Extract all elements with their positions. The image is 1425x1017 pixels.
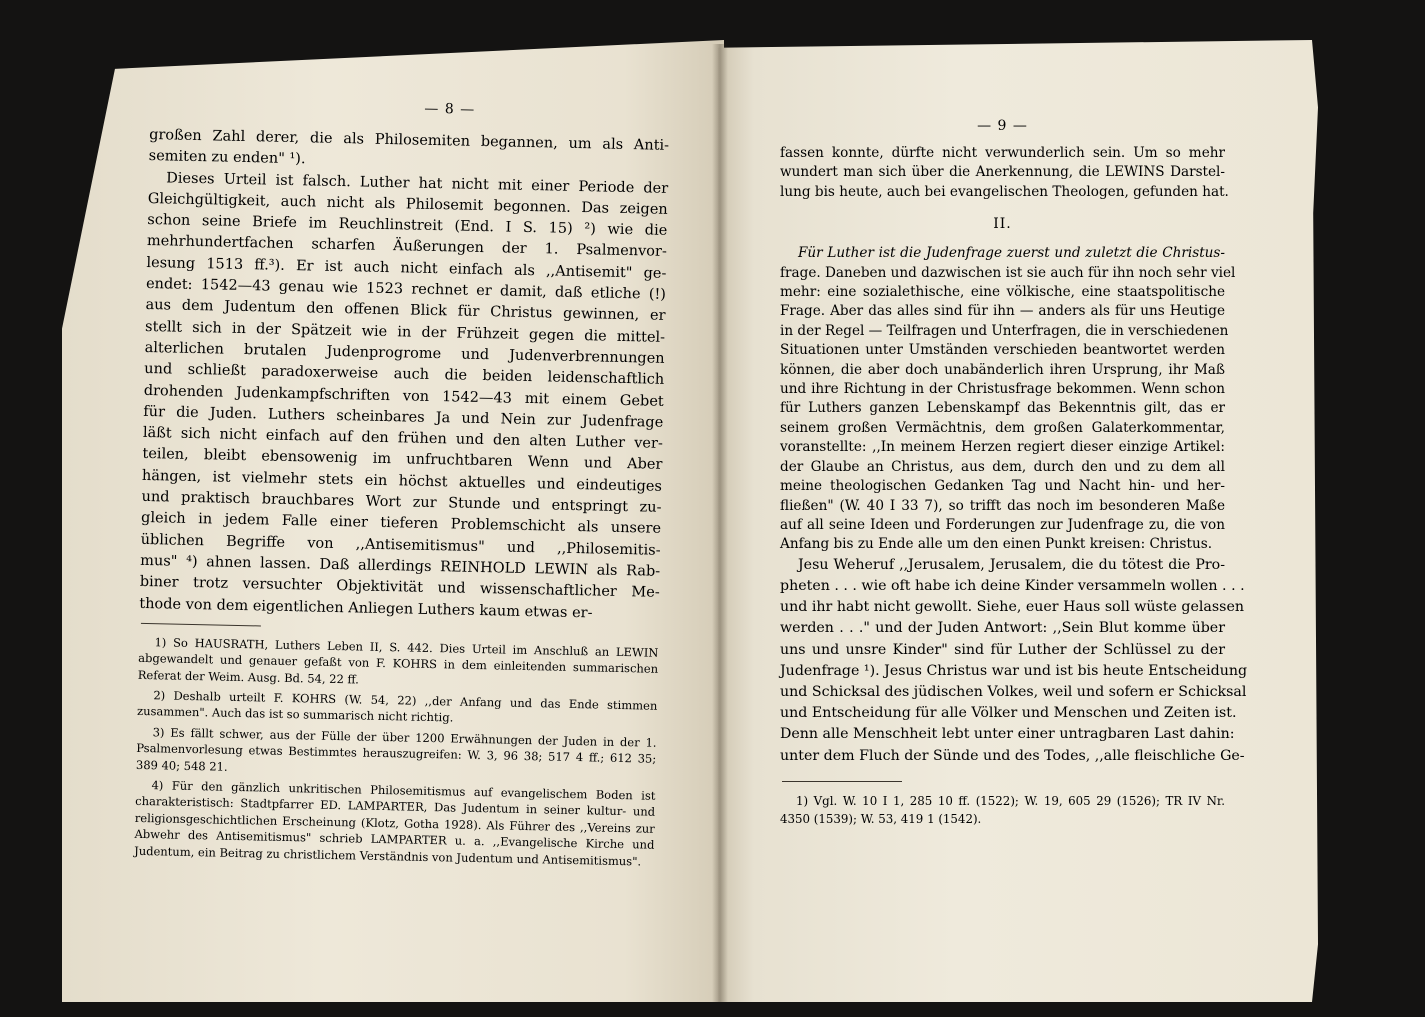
text-line: und Entscheidung für alle Völker und Menschen und Zeiten ist. bbox=[780, 705, 1237, 722]
text-line: mehrhundertfachen scharfen Äußerungen der 1. Psalmenvor- bbox=[146, 233, 667, 261]
text-line: und Schicksal des jüdischen Volkes, weil und sofern er Schicksal bbox=[780, 683, 1247, 700]
text-line: fassen konnte, dürfte nicht verwunderlich sein. Um so mehr bbox=[780, 145, 1225, 161]
right-footnotes bbox=[780, 792, 1225, 828]
text-line: Jesu Weheruf ,,Jerusalem, Jerusalem, die du tötest die Pro- bbox=[798, 556, 1225, 573]
text-line: mus" ⁴) ahnen lassen. Daß allerdings REINHOLD LEWIN als Rab- bbox=[140, 552, 661, 580]
footnote: 2) Deshalb urteilt F. KOHRS (W. 54, 22) ,,der Anfang und das Ende stimmen zusammen". Auch das ist so summarisch nicht richtig. bbox=[136, 688, 658, 725]
right-intro-text bbox=[780, 144, 1229, 202]
page-number-left: — 8 — bbox=[424, 100, 476, 118]
footnote: 1) So HAUSRATH, Luthers Leben II, S. 442. Dies Urteil im Anschluß an LEWIN abgewandelt und genauer gefaßt von F. KOHRS in dem einleitenden summarischen Referat der Weim. Ausg. Bd. 54, 22 ff. bbox=[137, 635, 659, 687]
text-line: lesung 1513 ff.³). Er ist auch nicht einfach als ,,Antisemit" ge- bbox=[146, 254, 667, 282]
text-line: fließen" (W. 40 I 33 7), so trifft das noch im besonderen Maße bbox=[780, 497, 1225, 514]
book-gutter bbox=[712, 44, 728, 1002]
text-line: hängen, ist vielmehr stets ein höchst aktuelles und eindeutiges bbox=[141, 467, 663, 495]
text-line: pheten . . . wie oft habe ich deine Kinder versammeln wollen . . . bbox=[780, 577, 1245, 594]
text-line: drohenden Judenkampfschriften von 1542—43 mit einem Gebet bbox=[143, 382, 664, 410]
footnote: 3) Es fällt schwer, aus der Fülle der über 1200 Erwähnungen der Juden in der 1. Psalmenvorlesung etwas Bestimmtes herauszugreifen: W. 3, 96 38; 517 4 ff.; 612 35; 389 40; 548 21. bbox=[135, 725, 657, 774]
text-line: frage. Daneben und dazwischen ist sie auch für ihn noch sehr viel bbox=[780, 264, 1236, 281]
text-line: stellt sich in der Spätzeit wie in der Frühzeit gegen die mittel- bbox=[144, 318, 666, 346]
text-line: seinem großen Vermächtnis, dem großen Galaterkommentar, bbox=[780, 419, 1225, 436]
text-line: Anfang bis zu Ende alle um den einen Punkt kreisen: Christus. bbox=[780, 536, 1213, 553]
text-line: schon seine Briefe im Reuchlinstreit (End. I S. 15) ²) wie die bbox=[147, 212, 668, 240]
text-line: aus dem Judentum den offenen Blick für Christus gewinnen, er bbox=[145, 297, 666, 325]
footnote-rule bbox=[141, 623, 261, 627]
text-line: und ihr habt nicht gewollt. Siehe, euer Haus soll wüste gelassen bbox=[780, 599, 1244, 616]
text-line: voranstellte: ,,In meinem Herzen regiert dieser einzige Artikel: bbox=[780, 439, 1225, 456]
left-page-content bbox=[134, 95, 670, 874]
text-line: semiten zu enden" ¹). bbox=[148, 148, 306, 168]
right-section-text bbox=[780, 244, 1236, 555]
text-line: Für Luther ist die Judenfrage zuerst und zuletzt die Christus- bbox=[798, 245, 1225, 262]
text-line: Judenfrage ¹). Jesus Christus war und ist bis heute Entscheidung bbox=[780, 662, 1248, 679]
text-line: unter dem Fluch der Sünde und des Todes, ,,alle fleischliche Ge- bbox=[780, 747, 1245, 764]
text-line: uns und unsre Kinder" sind für Luther der Schlüssel zu der bbox=[780, 641, 1225, 658]
text-line: für die Juden. Luthers scheinbares Ja und Nein zur Judenfrage bbox=[143, 403, 664, 431]
left-body-text bbox=[139, 125, 669, 626]
right-second-paragraph bbox=[780, 555, 1248, 767]
text-line: Gleichgültigkeit, auch nicht als Philosemit begonnen. Das zeigen bbox=[147, 190, 668, 218]
text-line: der Glaube an Christus, aus dem, durch den und zu dem all bbox=[780, 458, 1225, 475]
text-line: und ihre Richtung in der Christusfrage bekommen. Wenn schon bbox=[780, 381, 1225, 398]
text-line: mehr: eine sozialethische, eine völkische, eine staatspolitische bbox=[780, 284, 1225, 301]
text-line: thode von dem eigentlichen Anliegen Luthers kaum etwas er- bbox=[139, 595, 593, 621]
left-footnotes bbox=[134, 634, 659, 870]
text-line: läßt sich nicht einfach auf den frühen und den alten Luther ver- bbox=[142, 425, 663, 452]
text-line: lung bis heute, auch bei evangelischen Theologen, gefunden hat. bbox=[780, 183, 1229, 200]
text-line: Denn alle Menschheit lebt unter einer untragbaren Last dahin: bbox=[780, 726, 1235, 743]
text-line: können, die aber doch unabänderlich ihren Ursprung, ihr Maß bbox=[780, 361, 1225, 378]
text-line: auf all seine Ideen und Forderungen zur Judenfrage zu, die von bbox=[780, 516, 1225, 533]
text-line: teilen, bleibt ebensowenig im unfruchtbaren Wenn und Aber bbox=[142, 446, 663, 474]
text-line: Dieses Urteil ist falsch. Luther hat nicht mit einer Periode der bbox=[166, 169, 669, 197]
text-line: in der Regel — Teilfragen und Unterfragen, die in verschiedenen bbox=[780, 322, 1229, 339]
text-line: Situationen unter Umständen verschieden beantwortet werden bbox=[780, 342, 1225, 359]
text-line: gleich in jedem Falle einer tieferen Problemschicht als unsere bbox=[140, 510, 662, 538]
text-line: biner trotz versuchter Objektivität und wissenschaftlicher Me- bbox=[139, 574, 660, 602]
text-line: endet: 1542—43 genau wie 1523 rechnet er damit, daß etliche (!) bbox=[145, 276, 667, 303]
text-line: alterlichen brutalen Judenprogrome und Judenverbrennungen bbox=[144, 339, 665, 367]
text-line: üblichen Begriffe von ,,Antisemitismus" und ,,Philosemitis- bbox=[140, 531, 661, 559]
text-line: Frage. Aber das alles sind für ihn — anders als für uns Heutige bbox=[780, 303, 1225, 320]
text-line: und schließt paradoxerweise auch die beiden leidenschaftlich bbox=[144, 361, 665, 389]
right-page-content bbox=[780, 118, 1248, 832]
footnote: 4) Für den gänzlich unkritischen Philosemitismus auf evangelischem Boden ist charakteristisch: Stadtpfarrer ED. LAMPARTER, Das Judentum in seiner kultur- und religionsgeschichtlichen Erscheinung (Klotz, Gotha 1928). Als Führer des ,,Vereins zur Abwehr des Antisemitismus" schrieb LAMPARTER u. a. ,,Evangelische Kirche und Judentum, ein Beitrag zu christlichem Verständnis von Judentum und Antisemitismus". bbox=[134, 778, 656, 869]
text-line: und praktisch brauchbares Wort zur Stunde und entspringt zu- bbox=[141, 488, 662, 516]
text-line: wundert man sich über die Anerkennung, die LEWINS Darstel- bbox=[780, 164, 1225, 181]
section-heading: II. bbox=[993, 216, 1012, 233]
text-line: großen Zahl derer, die als Philosemiten begannen, um als Anti- bbox=[148, 126, 670, 154]
text-line: meine theologischen Gedanken Tag und Nacht hin- und her- bbox=[780, 478, 1225, 495]
footnote-rule-right bbox=[782, 781, 902, 782]
page-number-right: — 9 — bbox=[977, 118, 1028, 134]
text-line: werden . . ." und der Juden Antwort: ,,Sein Blut komme über bbox=[780, 620, 1225, 637]
text-line: für Luthers ganzen Lebenskampf das Bekenntnis gilt, das er bbox=[780, 400, 1225, 417]
footnote: 1) Vgl. W. 10 I 1, 285 10 ff. (1522); W. 19, 605 29 (1526); TR IV Nr. 4350 (1539); W. 53, 419 1 (1542). bbox=[780, 793, 1225, 826]
